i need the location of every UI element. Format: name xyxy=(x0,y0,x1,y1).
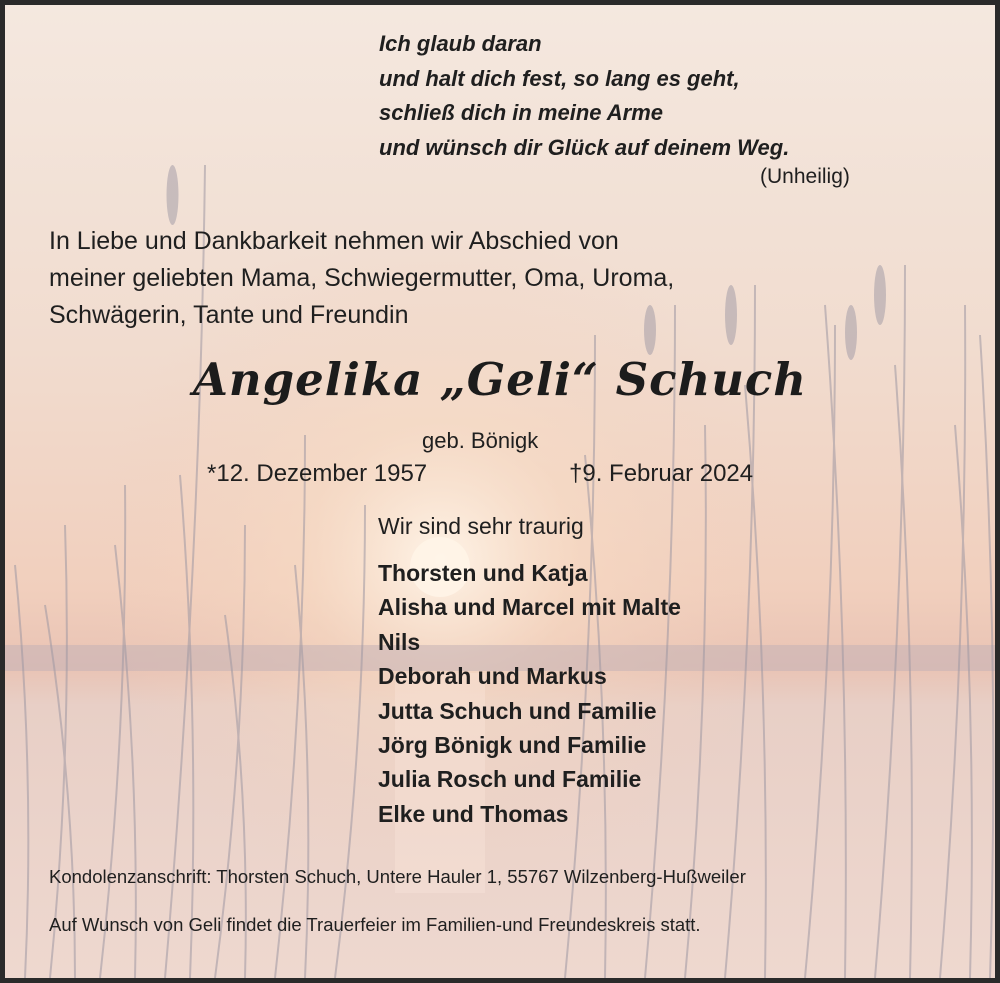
mourner-name: Thorsten und Katja xyxy=(378,560,588,586)
poem-line: und wünsch dir Glück auf deinem Weg. xyxy=(379,134,790,160)
funeral-note: Auf Wunsch von Geli findet die Trauerfeier im Familien-und Freundeskreis statt. xyxy=(49,914,701,935)
farewell-intro xyxy=(49,223,674,334)
maiden-name: geb. Bönigk xyxy=(422,428,539,453)
poem-source: (Unheilig) xyxy=(760,165,850,188)
intro-line: In Liebe und Dankbarkeit nehmen wir Abschied von xyxy=(49,227,619,255)
poem-quote xyxy=(379,27,789,165)
mourner-name: Jutta Schuch und Familie xyxy=(378,697,657,724)
mourner-name: Jörg Bönigk und Familie xyxy=(378,732,647,759)
notice-content xyxy=(5,5,995,978)
poem-line: schließ dich in meine Arme xyxy=(379,100,664,125)
intro-line: Schwägerin, Tante und Freundin xyxy=(49,301,409,329)
condolence-address: Kondolenzanschrift: Thorsten Schuch, Untere Hauler 1, 55767 Wilzenberg-Hußweiler xyxy=(49,866,746,887)
mourner-name: Alisha und Marcel mit Malte xyxy=(378,594,681,621)
deceased-name: Angelika „Geli“ Schuch xyxy=(192,353,808,406)
poem-line: und halt dich fest, so lang es geht, xyxy=(379,65,740,91)
mourner-name: Nils xyxy=(378,628,421,655)
mourner-name: Elke und Thomas xyxy=(378,800,569,827)
intro-line: meiner geliebten Mama, Schwiegermutter, Oma, Uroma, xyxy=(49,264,675,292)
poem-line: Ich glaub daran xyxy=(379,31,542,56)
birth-date: *12. Dezember 1957 xyxy=(207,460,428,487)
mourner-name: Julia Rosch und Familie xyxy=(378,766,642,793)
death-date: †9. Februar 2024 xyxy=(569,460,754,487)
mourner-name: Deborah und Markus xyxy=(378,663,607,690)
mourners-list xyxy=(378,556,681,831)
mourners-intro: Wir sind sehr traurig xyxy=(378,513,584,539)
